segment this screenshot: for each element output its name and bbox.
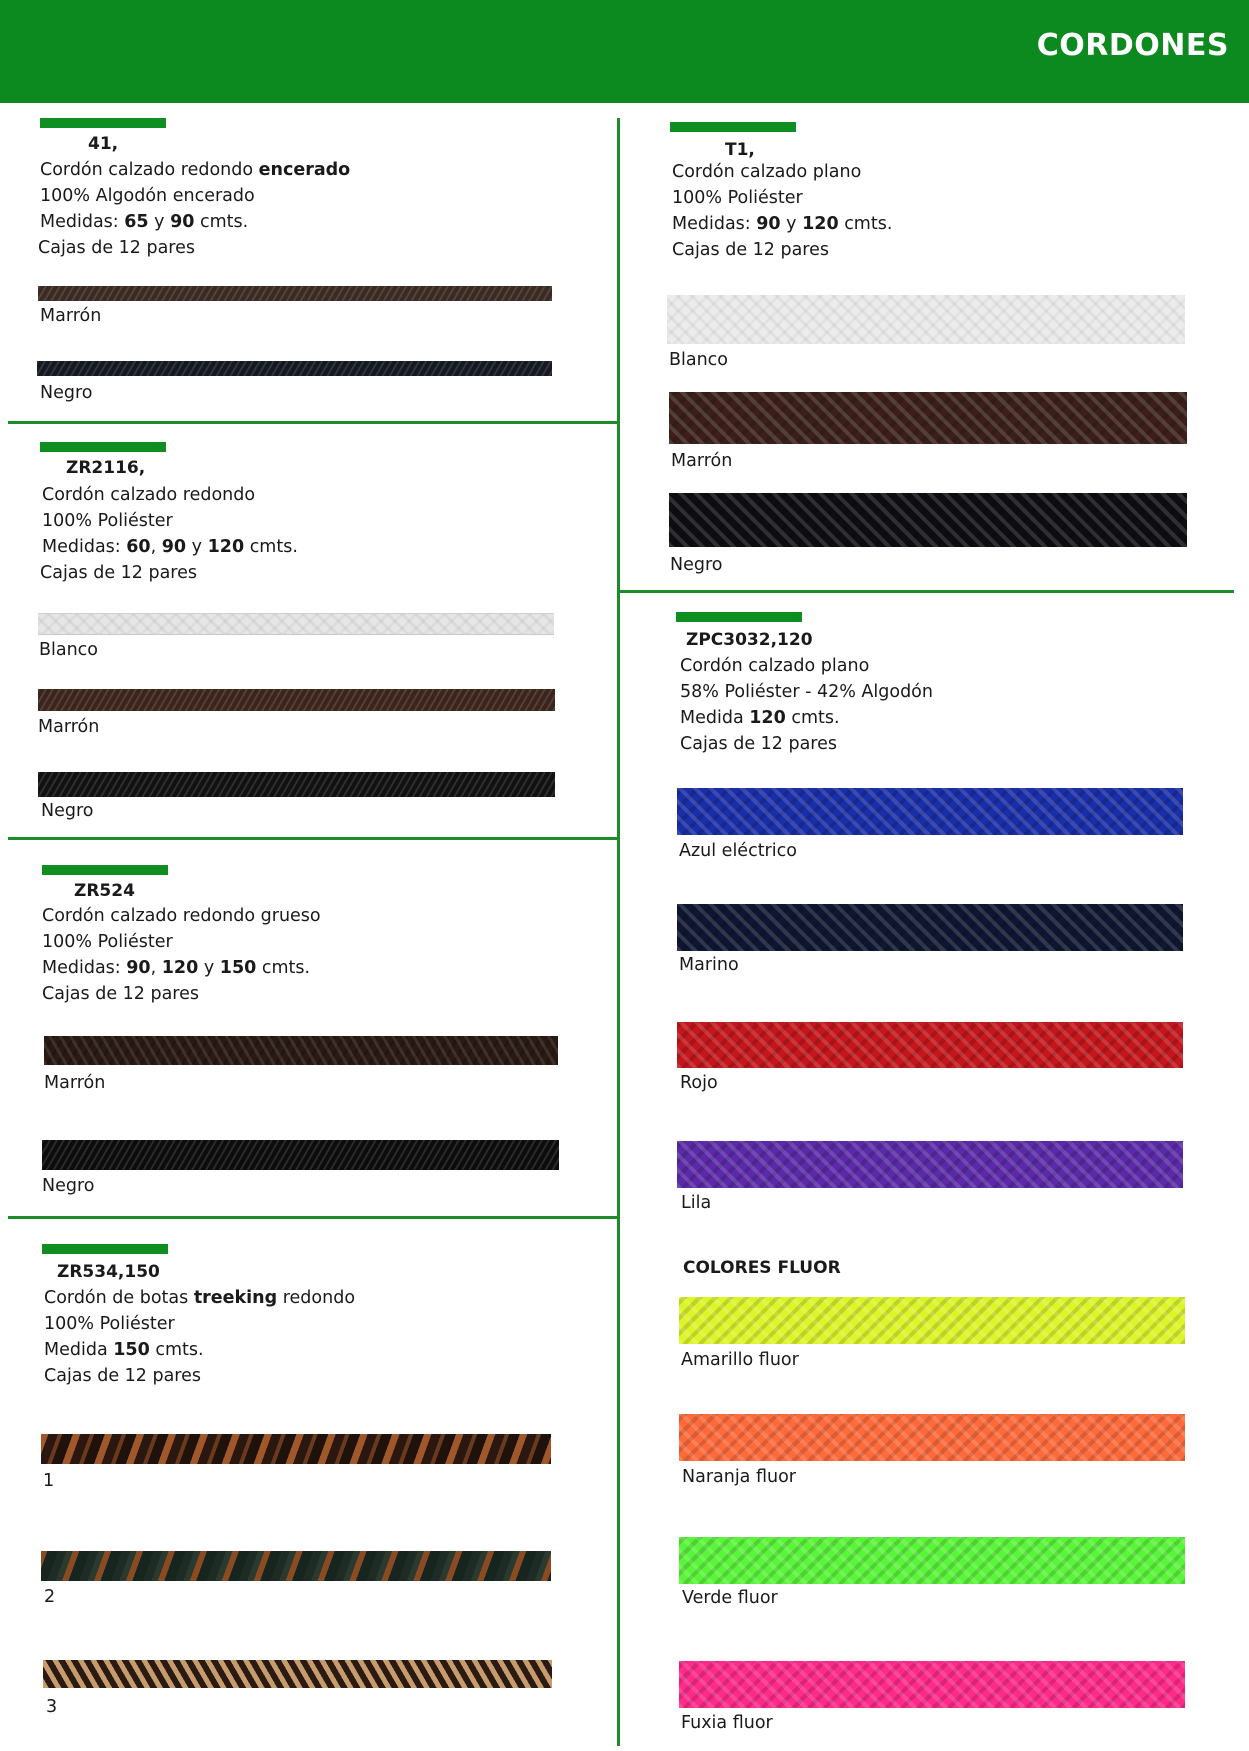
product-details [42, 903, 321, 1007]
lace-swatch-blanco [667, 295, 1185, 344]
color-label: Negro [670, 555, 723, 575]
section-divider [8, 421, 620, 424]
color-label: Marrón [38, 717, 100, 737]
lace-swatch-verde-fluor [679, 1537, 1185, 1584]
color-label: Azul eléctrico [679, 841, 797, 861]
section-accent-bar [42, 1244, 168, 1254]
color-label: Blanco [39, 640, 99, 660]
section-accent-bar [40, 442, 166, 452]
lace-swatch-naranja-fluor [679, 1414, 1185, 1461]
product-measures: Medidas: 60, 90 y 120 cmts. [42, 537, 298, 557]
product-details [44, 1285, 355, 1389]
product-code: ZR2116, [66, 458, 146, 478]
product-description: Cordón de botas treeking redondo [44, 1288, 356, 1308]
color-label: Blanco [669, 350, 729, 370]
product-code: ZPC3032,120 [686, 630, 813, 650]
color-label: 3 [46, 1697, 58, 1717]
product-boxes: Cajas de 12 pares [672, 240, 830, 260]
lace-swatch-marino [677, 904, 1183, 951]
color-label: Rojo [680, 1073, 718, 1093]
product-material: 100% Poliéster [672, 188, 803, 208]
product-measures: Medida 150 cmts. [44, 1340, 204, 1360]
product-details [40, 157, 350, 261]
product-description: Cordón calzado redondo encerado [40, 160, 351, 180]
product-material: 100% Poliéster [44, 1314, 175, 1334]
product-material: 100% Algodón encerado [40, 186, 255, 206]
product-material: 100% Poliéster [42, 511, 173, 531]
product-measures: Medidas: 90, 120 y 150 cmts. [42, 958, 311, 978]
color-label: Marrón [44, 1073, 106, 1093]
color-label: Lila [681, 1193, 712, 1213]
color-label: Negro [41, 801, 94, 821]
lace-swatch-negro [669, 493, 1187, 547]
product-material: 58% Poliéster - 42% Algodón [680, 682, 933, 702]
product-boxes: Cajas de 12 pares [40, 563, 198, 583]
lace-swatch-marron [44, 1036, 558, 1065]
product-details [672, 159, 892, 263]
color-label: Amarillo fluor [681, 1350, 799, 1370]
lace-swatch-negro [38, 772, 555, 797]
lace-swatch-marron [669, 392, 1187, 444]
page-header [0, 0, 1249, 103]
color-label: Negro [40, 383, 93, 403]
product-code: T1, [725, 140, 755, 160]
product-details [680, 653, 933, 757]
color-label: 2 [44, 1587, 56, 1607]
section-divider [8, 1216, 620, 1219]
product-boxes: Cajas de 12 pares [44, 1366, 202, 1386]
color-label: Negro [42, 1176, 95, 1196]
color-label: Marino [679, 955, 739, 975]
product-measures: Medidas: 90 y 120 cmts. [672, 214, 893, 234]
section-divider [8, 837, 620, 840]
color-label: 1 [43, 1471, 55, 1491]
page-title: CORDONES [1036, 28, 1229, 63]
product-material: 100% Poliéster [42, 932, 173, 952]
lace-swatch-marron [38, 286, 552, 301]
product-code: 41, [88, 134, 119, 154]
product-boxes: Cajas de 12 pares [680, 734, 838, 754]
color-label: Verde fluor [682, 1588, 778, 1608]
product-description: Cordón calzado plano [680, 656, 870, 676]
lace-swatch-negro [42, 1140, 559, 1170]
fluor-colors-heading: COLORES FLUOR [683, 1258, 841, 1278]
section-accent-bar [676, 612, 802, 622]
section-accent-bar [40, 118, 166, 128]
product-boxes: Cajas de 12 pares [38, 238, 196, 258]
product-description: Cordón calzado redondo grueso [42, 906, 321, 926]
lace-swatch-azul-electrico [677, 788, 1183, 835]
product-description: Cordón calzado plano [672, 162, 862, 182]
product-measures: Medida 120 cmts. [680, 708, 840, 728]
product-description: Cordón calzado redondo [42, 485, 256, 505]
lace-swatch-rojo [677, 1022, 1183, 1068]
color-label: Fuxia fluor [681, 1713, 773, 1733]
product-code: ZR534,150 [57, 1262, 160, 1282]
lace-swatch-3 [43, 1660, 552, 1688]
lace-swatch-lila [677, 1141, 1183, 1188]
lace-swatch-fuxia-fluor [679, 1661, 1185, 1708]
product-details [42, 482, 298, 586]
lace-swatch-marron [38, 689, 555, 711]
color-label: Marrón [671, 451, 733, 471]
column-divider [617, 118, 620, 1746]
color-label: Marrón [40, 306, 102, 326]
color-label: Naranja fluor [682, 1467, 796, 1487]
lace-swatch-amarillo-fluor [679, 1297, 1185, 1344]
section-divider [620, 590, 1234, 593]
section-accent-bar [670, 122, 796, 132]
product-code: ZR524 [74, 881, 135, 901]
lace-swatch-1 [41, 1434, 551, 1464]
product-boxes: Cajas de 12 pares [42, 984, 200, 1004]
lace-swatch-negro [37, 361, 552, 376]
product-measures: Medidas: 65 y 90 cmts. [40, 212, 249, 232]
lace-swatch-2 [41, 1551, 551, 1581]
section-accent-bar [42, 865, 168, 875]
lace-swatch-blanco [38, 613, 554, 635]
